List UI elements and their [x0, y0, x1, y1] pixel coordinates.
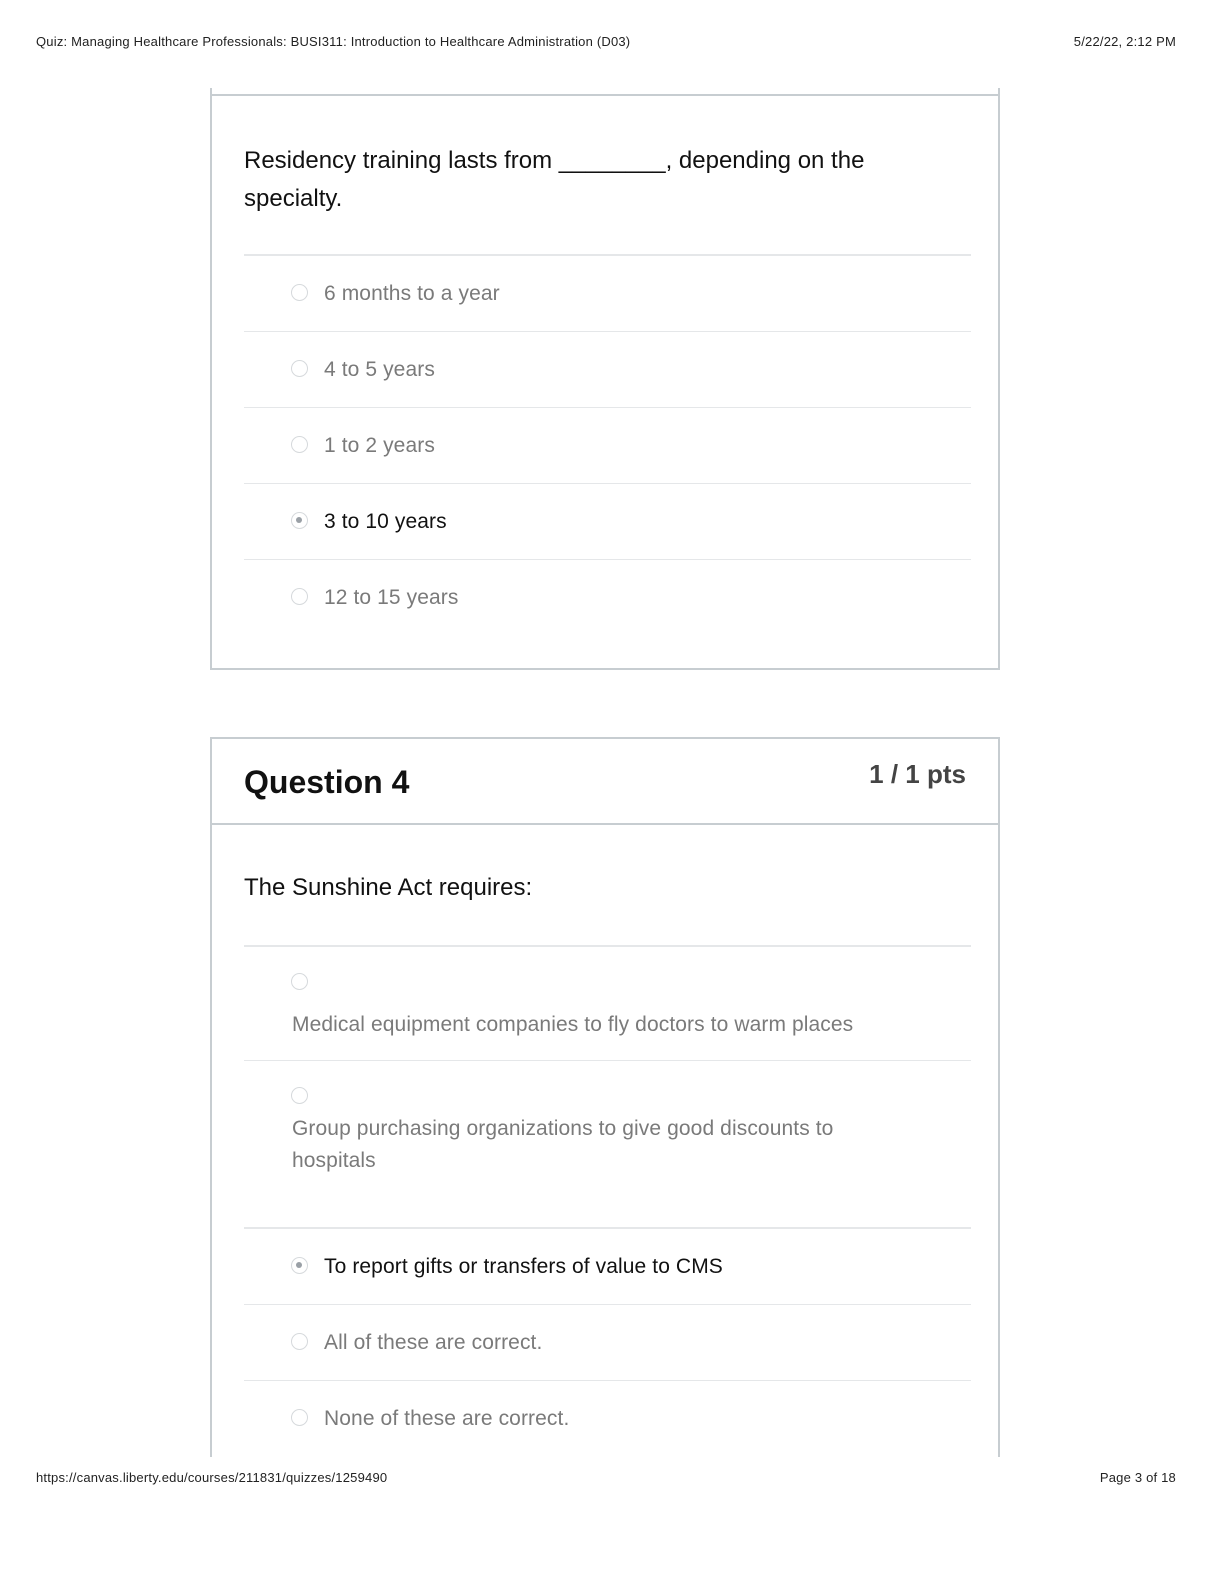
radio-button[interactable] [291, 1087, 308, 1104]
print-footer-page: Page 3 of 18 [1099, 1470, 1176, 1485]
answer-option-selected[interactable] [244, 484, 971, 560]
print-footer-url: https://canvas.liberty.edu/courses/211831/quizzes/1259490 [36, 1470, 388, 1485]
answer-label: 1 to 2 years [324, 434, 435, 457]
radio-button-checked[interactable] [291, 512, 308, 529]
answer-label: 4 to 5 years [324, 358, 435, 381]
print-footer [36, 1470, 1176, 1485]
radio-button[interactable] [291, 1333, 308, 1350]
question-3-answers [244, 254, 971, 636]
question-3-text: Residency training lasts from ________, depending on the specialty. [244, 147, 865, 212]
radio-button[interactable] [291, 1409, 308, 1426]
radio-button[interactable] [291, 360, 308, 377]
radio-button[interactable] [291, 588, 308, 605]
answer-label: 12 to 15 years [324, 586, 459, 609]
answer-option[interactable] [244, 332, 971, 408]
answer-option[interactable] [244, 256, 971, 332]
answer-label: All of these are correct. [324, 1331, 543, 1354]
answer-label: 6 months to a year [324, 282, 500, 305]
question-title: Question 4 [244, 764, 410, 800]
answer-option[interactable] [244, 1061, 971, 1229]
answer-option-selected[interactable] [244, 1229, 971, 1305]
question-header [212, 739, 998, 825]
question-4-text: The Sunshine Act requires: [244, 874, 533, 901]
answer-option[interactable] [244, 947, 971, 1061]
print-header-title: Quiz: Managing Healthcare Professionals: BUSI311: Introduction to Healthcare Administration (D03) [36, 34, 631, 49]
answer-label: Medical equipment companies to fly doctors to warm places [292, 1013, 854, 1036]
question-4-answers [244, 945, 971, 1457]
radio-button[interactable] [291, 436, 308, 453]
answer-label: 3 to 10 years [324, 510, 447, 533]
print-header-datetime: 5/22/22, 2:12 PM [1073, 34, 1176, 49]
answer-label: Group purchasing organizations to give good discounts to hospitals [292, 1117, 834, 1172]
question-4-card [210, 737, 1000, 1457]
answer-option[interactable] [244, 560, 971, 636]
radio-button[interactable] [291, 284, 308, 301]
question-3-card [210, 88, 1000, 670]
card-divider [212, 94, 998, 96]
answer-label: None of these are correct. [324, 1407, 570, 1430]
radio-button-checked[interactable] [291, 1257, 308, 1274]
answer-option[interactable] [244, 408, 971, 484]
radio-button[interactable] [291, 973, 308, 990]
question-points: 1 / 1 pts [869, 759, 966, 789]
answer-option[interactable] [244, 1381, 971, 1457]
print-header [36, 34, 1176, 49]
answer-label: To report gifts or transfers of value to CMS [324, 1255, 723, 1278]
answer-option[interactable] [244, 1305, 971, 1381]
